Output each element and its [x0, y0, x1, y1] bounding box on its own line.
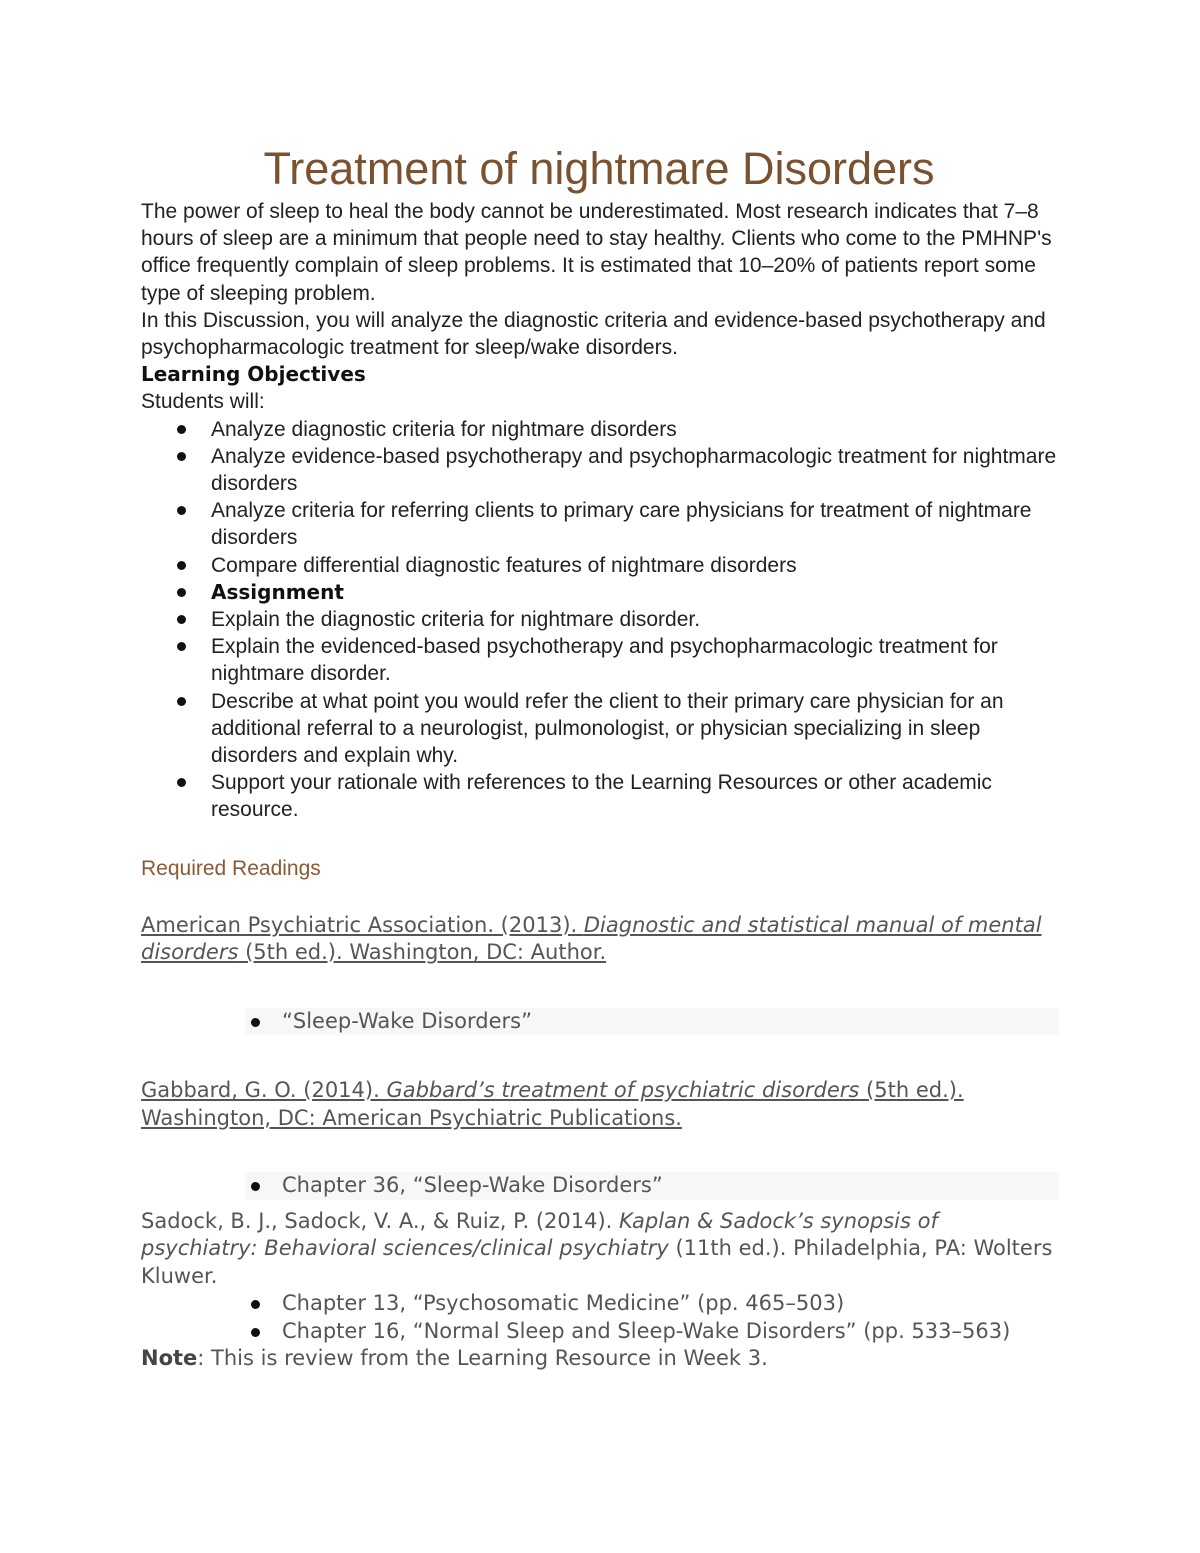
objectives-lead: Students will: — [141, 390, 265, 414]
bullet-icon — [251, 1018, 260, 1027]
document-page — [141, 140, 1061, 1373]
review-note: Note: This is review from the Learning Resource in Week 3. — [141, 1346, 768, 1371]
bullet-icon — [177, 561, 186, 570]
bullet-icon — [177, 642, 186, 651]
list-item: Support your rationale with references to the Learning Resources or other academic resource. — [141, 769, 1061, 823]
list-item: Chapter 36, “Sleep-Wake Disorders” — [245, 1172, 1059, 1200]
objectives-heading: Learning Objectives — [141, 362, 366, 387]
bullet-icon — [251, 1182, 260, 1191]
list-item: Analyze criteria for referring clients to primary care physicians for treatment of nightmare disorders — [141, 497, 1061, 551]
gabbard-chapter-list — [141, 1172, 1061, 1200]
bullet-icon — [177, 588, 186, 597]
intro-paragraph-1: The power of sleep to heal the body cannot be underestimated. Most research indicates that 7–8 hours of sleep are a minimum that people need to stay healthy. Clients who come to the PMHNP's office frequently complain of sleep problems. It is estimated that 10–20% of patients report some type of sleeping problem. — [141, 200, 1052, 305]
page-title: Treatment of nightmare Disorders — [263, 143, 935, 194]
reference-gabbard[interactable]: Gabbard, G. O. (2014). Gabbard’s treatment of psychiatric disorders (5th ed.). Washington, DC: American Psychiatric Publications. — [141, 1078, 964, 1130]
list-item: Chapter 13, “Psychosomatic Medicine” (pp. 465–503) — [245, 1290, 1059, 1318]
list-item: Analyze diagnostic criteria for nightmare disorders — [141, 416, 1061, 443]
list-item: Describe at what point you would refer the client to their primary care physician for an additional referral to a neurologist, pulmonologist, or physician specializing in sleep disorders and explain why. — [141, 688, 1061, 770]
list-item: Compare differential diagnostic features of nightmare disorders — [141, 552, 1061, 579]
list-item: Explain the evidenced-based psychotherapy and psychopharmacologic treatment for nightmare disorder. — [141, 633, 1061, 687]
intro-paragraph-2: In this Discussion, you will analyze the diagnostic criteria and evidence-based psychotherapy and psychopharmacologic treatment for sleep/wake disorders. — [141, 308, 1046, 360]
bullet-icon — [177, 506, 186, 515]
bullet-icon — [177, 452, 186, 461]
bullet-icon — [251, 1328, 260, 1337]
sadock-chapter-list — [141, 1290, 1061, 1345]
list-item: Explain the diagnostic criteria for nightmare disorder. — [141, 606, 1061, 633]
list-item: Analyze evidence-based psychotherapy and psychopharmacologic treatment for nightmare disorders — [141, 443, 1061, 497]
list-item: Chapter 16, “Normal Sleep and Sleep-Wake Disorders” (pp. 533–563) — [245, 1318, 1059, 1346]
bullet-icon — [177, 697, 186, 706]
bullet-icon — [177, 615, 186, 624]
assignment-heading-item: Assignment — [141, 579, 1061, 606]
bullet-icon — [251, 1300, 260, 1309]
objectives-list — [141, 416, 1061, 824]
apa-chapter-list — [141, 1008, 1061, 1036]
list-item: “Sleep-Wake Disorders” — [245, 1008, 1059, 1036]
reference-sadock: Sadock, B. J., Sadock, V. A., & Ruiz, P. (2014). Kaplan & Sadock’s synopsis of psychiatry: Behavioral sciences/clinical psychiatry (11th ed.). Philadelphia, PA: Wolters Kluwer. — [141, 1208, 1053, 1288]
required-readings-heading: Required Readings — [141, 856, 321, 880]
bullet-icon — [177, 425, 186, 434]
reference-apa[interactable]: American Psychiatric Association. (2013). Diagnostic and statistical manual of mental disorders (5th ed.). Washington, DC: Author. — [141, 912, 1042, 965]
bullet-icon — [177, 778, 186, 787]
